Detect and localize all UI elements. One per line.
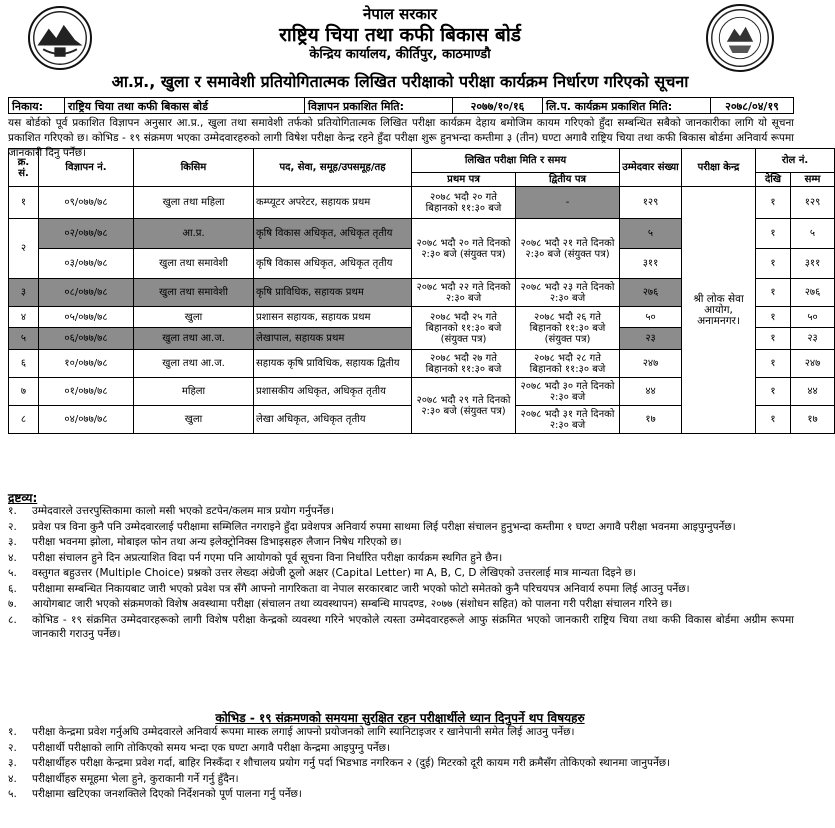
row-sn: ४ [9,307,39,328]
row-sn: ५ [9,328,39,350]
note-text: आयोगबाट जारी भएको संक्रमणको विशेष अवस्थामा परीक्षा (संचालन तथा व्यवस्थापन) सम्बन्धि मापदण्ड, २०७७ (संशोधन सहित) को पालना गरी परीक्षा संचालन गरिने छ। [32,598,673,610]
row-candidate-count: २४७ [620,350,682,378]
note-text: परीक्षार्थीहरु समूहमा भेला हुने, कुराकानी गर्ने गर्नु हुँदैन। [32,772,239,785]
row-post: कृषि विकास अधिकृत, अधिकृत तृतीय [254,249,412,279]
row-roll-from: १ [756,219,791,249]
row-sn: १ [9,187,39,219]
advertisement-date-value: २०७७/१०/१६ [453,98,543,113]
government-title: नेपाल सरकार [363,5,437,23]
note-text: वस्तुगत बहुउत्तर (Multiple Choice) प्रश्नको उत्तर लेख्दा अंग्रेजी ठूलो अक्षर (Capital Letter) मा A, B, C, D लेखिएको उत्तरलाई मात्र मान्यता दिइने छ। [32,567,637,579]
note-text: उम्मेदवारले उत्तरपुस्तिकामा कालो मसी भएको डटपेन/कलम मात्र प्रयोग गर्नुपर्नेछ। [32,505,335,517]
list-item [8,756,794,771]
row-roll-to: १७ [791,406,835,434]
header-second-paper: द्वितीय पत्र [516,173,620,187]
notice-header [0,0,800,70]
row-roll-to: ३११ [791,249,835,279]
board-title: राष्ट्रिय चिया तथा कफी बिकास बोर्ड [279,24,521,46]
row-roll-from: १ [756,279,791,307]
row-post: प्रशासकीय अधिकृत, अधिकृत तृतीय [254,378,412,406]
row-sn: ७ [9,378,39,406]
header-advertisement-no: विज्ञापन नं. [39,149,134,187]
list-item [8,787,794,802]
row-advertisement-no: ०४/०७७/७८ [39,406,134,434]
header-roll-to: सम्म [791,173,835,187]
row-type: खुला तथा समावेशी [134,249,254,279]
row-post: कृषि प्राविधिक, सहायक प्रथम [254,279,412,307]
row-sn: २ [9,219,39,279]
row-candidate-count: १७ [620,406,682,434]
list-item [8,535,794,550]
row-roll-from: १ [756,378,791,406]
note-text: परीक्षार्थीहरु परीक्षा केन्द्रमा प्रवेश गर्दा, बाहिर निस्कँदा र शौचालय प्रयोग गर्नु पर्दा भिडभाड नगरिकन २ (दुई) मिटरको दूरी कायम गरी क्रमैसँग तोकिएको स्थानमा जानुपर्नेछ। [32,757,671,769]
row-first-paper: २०७८ भदौ २२ गते दिनको २:३० बजे [412,279,516,307]
row-roll-from: १ [756,328,791,350]
row-roll-from: १ [756,249,791,279]
covid-notes-list [8,725,794,803]
note-number: ३. [8,536,17,548]
row-sn: ६ [9,350,39,378]
header-candidate-count: उम्मेदवार संख्या [620,149,682,187]
row-candidate-count: ४४ [620,378,682,406]
row-second-paper: - [516,187,620,219]
notes-list [8,504,794,643]
covid-heading: कोभिड - १९ संक्रमणको समयमा सुरक्षित रहन परीक्षार्थीले ध्यान दिनुपर्ने थप विषयहरु [215,711,585,725]
row-roll-from: १ [756,307,791,328]
row-advertisement-no: ०३/०७७/७८ [39,249,134,279]
row-candidate-count: ५० [620,307,682,328]
row-candidate-count: ३११ [620,249,682,279]
row-advertisement-no: ०८/०७७/७८ [39,279,134,307]
advertisement-date-label: विज्ञापन प्रकाशित मिति: [305,98,453,113]
header-type: किसिम [134,149,254,187]
row-type: खुला तथा आ.ज. [134,350,254,378]
note-text: परीक्षार्थी परीक्षाको लागि तोकिएको समय भन्दा एक घण्टा अगावै परीक्षा केन्द्रमा आइपुग्नु पर्नेछ। [32,741,390,754]
row-post: लेखापाल, सहायक प्रथम [254,328,412,350]
row-roll-to: २३ [791,328,835,350]
row-advertisement-no: १०/०७७/७८ [39,350,134,378]
row-type: खुला तथा समावेशी [134,279,254,307]
row-type: खुला तथा आ.ज. [134,328,254,350]
row-candidate-count: १२९ [620,187,682,219]
note-number: ७. [8,598,17,610]
row-post: प्रशासन सहायक, सहायक प्रथम [254,307,412,328]
row-first-paper: २०७८ भदौ २९ गते दिनको २:३० बजे (संयुक्त पत्र) [412,378,516,434]
list-item [8,613,794,642]
row-roll-from: १ [756,406,791,434]
list-item [8,772,794,787]
note-number: २. [8,741,17,754]
row-second-paper: २०७८ भदौ २८ गते बिहानको ११:३० बजे [516,350,620,378]
row-post: लेखा अधिकृत, अधिकृत तृतीय [254,406,412,434]
note-number: ५. [8,567,17,579]
schedule-date-label: लि.प. कार्यक्रम प्रकाशित मिति: [543,98,711,113]
agency-label: निकाय: [9,98,65,113]
notice-title: आ.प्र., खुला र समावेशी प्रतियोगितात्मक लिखित परीक्षाको परीक्षा कार्यक्रम निर्धारण गरिएको सूचना [111,72,689,91]
list-item [8,597,794,612]
info-bar [8,97,794,114]
header-exam-date: लिखित परीक्षा मिति र समय [412,149,620,173]
list-item [8,504,794,519]
note-number: ४. [8,772,17,785]
row-post: सहायक कृषि प्राविधिक, सहायक द्वितीय [254,350,412,378]
tea-coffee-board-logo-icon [706,4,774,72]
list-item [8,725,794,740]
row-roll-to: १२९ [791,187,835,219]
row-first-paper: २०७८ भदौ २० गते दिनको २:३० बजे (संयुक्त पत्र) [412,219,516,279]
agency-value: राष्ट्रिय चिया तथा कफी बिकास बोर्ड [65,98,305,113]
row-second-paper: २०७८ भदौ २३ गते दिनको २:३० बजे [516,279,620,307]
row-first-paper: २०७८ भदौ २० गते बिहानको ११:३० बजे [412,187,516,219]
row-roll-to: ५० [791,307,835,328]
row-roll-to: २७६ [791,279,835,307]
row-roll-to: २४७ [791,350,835,378]
note-number: १. [8,505,17,517]
header-roll-from: देखि [756,173,791,187]
row-sn: ८ [9,406,39,434]
schedule-date-value: २०७८/०४/१९ [725,100,779,113]
note-text: प्रवेश पत्र विना कुनै पनि उम्मेदवारलाई परीक्षामा सम्मिलित नगराइने हुँदा प्रवेशपत्र अनिवार्य रुपमा साथमा लिई परीक्षा संचालन हुनुभन्दा कम्तीमा १ घण्टा अगावै परीक्षा भवनमा आइपुग्नुपर्नेछ। [32,520,736,533]
row-type: खुला [134,307,254,328]
note-text: परीक्षामा खटिएका जनशक्तिले दिएको निर्देशनको पूर्ण पालना गर्नु पर्नेछ। [32,788,302,800]
row-first-paper: २०७८ भदौ २५ गते बिहानको ११:३० बजे (संयुक्त पत्र) [412,307,516,350]
row-advertisement-no: ०१/०७७/७८ [39,378,134,406]
row-candidate-count: २७६ [620,279,682,307]
row-roll-to: ४४ [791,378,835,406]
table-row [9,187,835,219]
row-second-paper: २०७८ भदौ २१ गते दिनको २:३० बजे (संयुक्त पत्र) [516,219,620,279]
header-post: पद, सेवा, समूह/उपसमूह/तह [254,149,412,187]
note-number: २. [8,520,17,533]
header-first-paper: प्रथम पत्र [412,173,516,187]
row-post: कृषि विकास अधिकृत, अधिकृत तृतीय [254,219,412,249]
row-type: आ.प्र. [134,219,254,249]
row-type: खुला तथा महिला [134,187,254,219]
header-exam-center: परीक्षा केन्द्र [682,149,756,187]
intro-paragraph: यस बोर्डको पूर्व प्रकाशित विज्ञापन अनुसार आ.प्र., खुला तथा समावेशी तर्फको प्रतियोगितात्मक लिखित परीक्षा कार्यक्रम देहाय बमोजिम कायम गरिएको हुँदा सम्बन्धित सबैको जानकारीका लागि यो सूचना प्रकाशित गरिएको छ। कोभिड - १९ संक्रमण भएका उम्मेदवारहरुको लागी विषेश परीक्षा केन्द्र रहने हुँदा परीक्षा शुरू हुनभन्दा कम्तीमा ३ (तीन) घण्टा अगावै राष्ट्रिय चिया तथा कफी बिकास बोर्डमा अनिवार्य रूपमा जानकारी दिनु पर्नेछ। [8,117,794,159]
list-item [8,582,794,597]
row-sn: ३ [9,279,39,307]
row-advertisement-no: ०२/०७७/७८ [39,219,134,249]
list-item [8,566,794,581]
note-number: ५. [8,788,17,800]
exam-schedule-table [8,148,835,434]
row-advertisement-no: ०५/०७७/७८ [39,307,134,328]
header-sn: क्र. सं. [9,149,39,187]
row-candidate-count: २३ [620,328,682,350]
row-first-paper: २०७८ भदौ २७ गते बिहानको ११:३० बजे [412,350,516,378]
row-roll-from: १ [756,350,791,378]
note-number: ४. [8,551,17,564]
note-number: ८. [8,613,17,626]
row-advertisement-no: ०६/०७७/७८ [39,328,134,350]
row-post: कम्प्यूटर अपरेटर, सहायक प्रथम [254,187,412,219]
row-second-paper: २०७८ भदौ ३० गते दिनको २:३० बजे [516,378,620,406]
row-candidate-count: ५ [620,219,682,249]
row-type: महिला [134,378,254,406]
office-address: केन्द्रिय कार्यालय, कीर्तिपुर, काठमाण्डौ [309,47,491,62]
note-text: परीक्षा संचालन हुने दिन अप्रत्याशित विदा पर्न गएमा पनि आयोगको पूर्व सूचना विना निर्धारित परीक्षा कार्यक्रम स्थगित हुने छैन। [32,551,503,564]
note-text: कोभिड - १९ संक्रमित उम्मेदवारहरूको लागी विशेष परीक्षा केन्द्रको व्यवस्था गरिने भएकोले त्यस्ता उम्मेदवारहरूले आफु संक्रमित भएको जानकारी राष्ट्रिय चिया तथा कफी विकास बोर्डमा अग्रीम रूपमा जानकारी गराउनु पर्नेछ। [32,613,794,640]
list-item [8,741,794,756]
list-item [8,520,794,535]
note-number: ३. [8,757,17,769]
row-second-paper: २०७८ भदौ २६ गते बिहानको ११:३० बजे (संयुक्त पत्र) [516,307,620,350]
note-text: परीक्षा केन्द्रमा प्रवेश गर्नुअघि उम्मेदवारले अनिवार्य रूपमा मास्क लगाई आफ्नो प्रयोजनको लागि स्यानिटाइजर र खानेपानी समेत लिई आउनु पर्नेछ। [32,726,575,738]
row-roll-to: ५ [791,219,835,249]
row-advertisement-no: ०९/०७७/७८ [39,187,134,219]
row-second-paper: २०७८ भदौ ३१ गते दिनको २:३० बजे [516,406,620,434]
note-text: परीक्षामा सम्बन्धित निकायबाट जारी भएको प्रवेश पत्र सँगै आफ्नो नागरिकता वा नेपाल सरकारबाट जारी भएको फोटो समेतको कुनै परिचयपत्र अनिवार्य रुपमा लिई आउनु पर्नेछ। [32,582,690,595]
note-number: ६. [8,582,17,595]
exam-center: श्री लोक सेवा आयोग, अनामनगर। [682,187,756,434]
notes-heading: द्रष्टव्य: [8,491,38,505]
row-roll-from: १ [756,187,791,219]
row-type: खुला [134,406,254,434]
note-text: परीक्षा भवनमा झोला, मोबाइल फोन तथा अन्य इलेक्ट्रोनिक्स डिभाइसहरु लैजान निषेध गरिएको छ। [32,536,402,548]
list-item [8,551,794,566]
header-roll-no: रोल नं. [756,149,835,173]
note-number: १. [8,726,17,738]
